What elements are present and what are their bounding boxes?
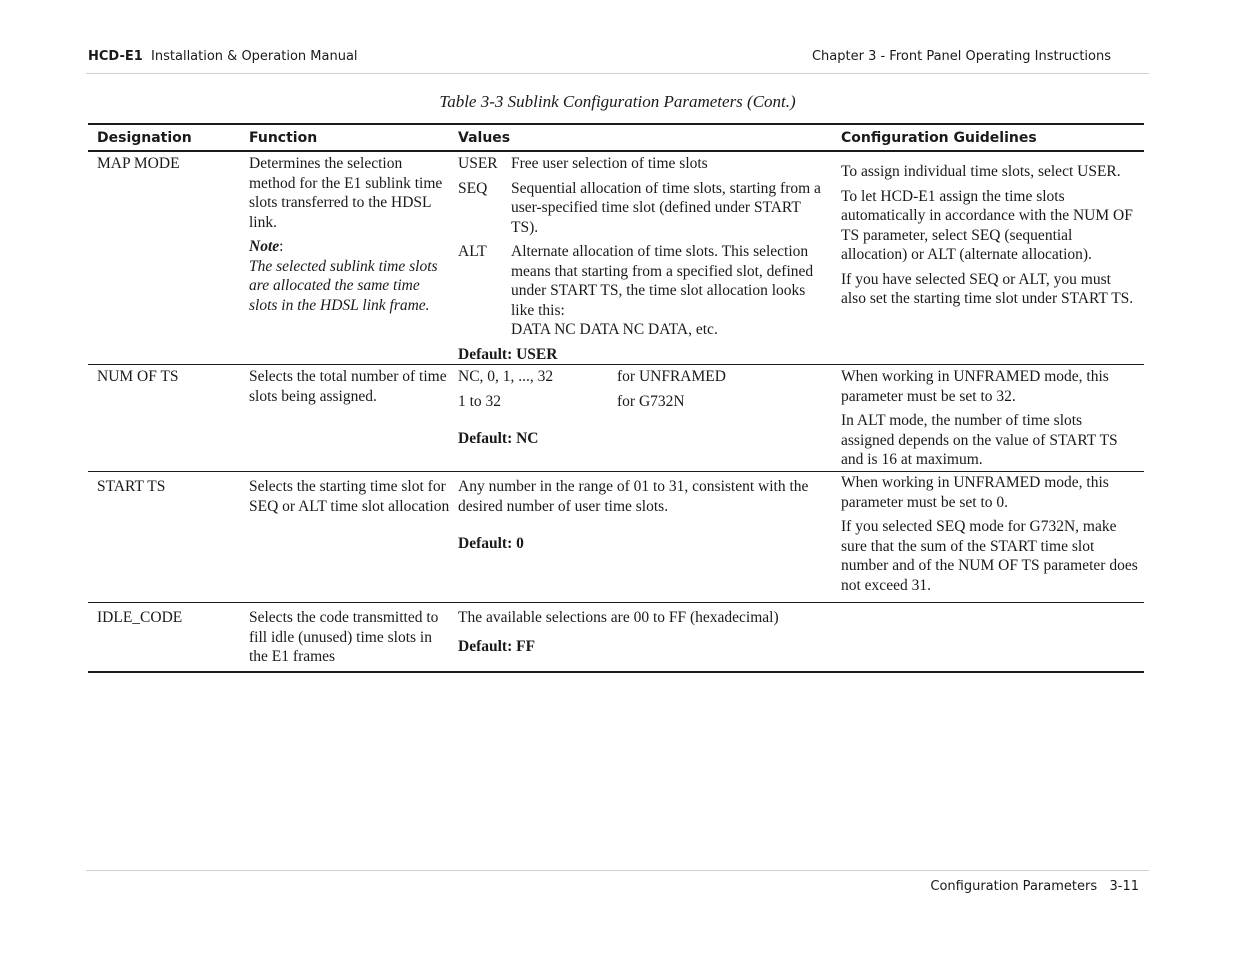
- col-header-designation: Designation: [88, 124, 240, 151]
- default-value: Default: FF: [458, 637, 536, 655]
- table-row-start-ts: [88, 472, 1144, 603]
- table-row-idle-code: [88, 603, 1144, 672]
- designation-cell: MAP MODE: [97, 155, 180, 172]
- col-header-function: Function: [240, 124, 458, 151]
- guideline-text: To let HCD-E1 assign the time slots automatically in accordance with the NUM OF TS parameter, select SEQ (sequential allocation) or ALT (alternate allocation).: [841, 187, 1133, 263]
- value-mode: for G732N: [617, 392, 685, 410]
- guideline-text: When working in UNFRAMED mode, this parameter must be set to 32.: [841, 368, 1109, 405]
- manual-title: Installation & Operation Manual: [151, 49, 358, 64]
- default-value: Default: NC: [458, 430, 539, 447]
- note-heading: [249, 237, 452, 257]
- note-text: The selected sublink time slots are allocated the same time slots in the HDSL link frame.: [249, 257, 438, 314]
- note-label: Note: [249, 238, 280, 255]
- designation-cell: NUM OF TS: [97, 368, 179, 385]
- guideline-text: If you selected SEQ mode for G732N, make sure that the sum of the START time slot number and of the NUM OF TS parameter does not exceed 31.: [841, 518, 1138, 594]
- function-text: Selects the total number of time slots being assigned.: [249, 368, 447, 405]
- value-range-row: [458, 367, 826, 387]
- value-mode: for UNFRAMED: [617, 368, 726, 385]
- function-text: Selects the code transmitted to fill idle (unused) time slots in the E1 frames: [249, 609, 439, 665]
- value-range-row: [458, 392, 826, 412]
- value-option-user: [458, 154, 826, 174]
- table-header-row: [88, 124, 1144, 151]
- value-desc: Free user selection of time slots: [511, 155, 708, 172]
- guideline-text: In ALT mode, the number of time slots assigned depends on the value of START TS and is 16 at maximum.: [841, 412, 1118, 468]
- values-text: The available selections are 00 to FF (hexadecimal): [458, 609, 779, 626]
- guideline-text: To assign individual time slots, select USER.: [841, 163, 1121, 180]
- function-text: Selects the starting time slot for SEQ or ALT time slot allocation: [249, 478, 450, 515]
- value-key: USER: [458, 155, 498, 172]
- default-value: Default: USER: [458, 345, 558, 363]
- function-text: Determines the selection method for the E1 sublink time slots transferred to the HDSL link.: [249, 155, 443, 231]
- col-header-values: Values: [458, 124, 832, 151]
- table-caption: Table 3-3 Sublink Configuration Parameters (Cont.): [439, 92, 796, 111]
- value-key: SEQ: [458, 179, 488, 197]
- value-key: ALT: [458, 243, 487, 260]
- header-rule: [86, 73, 1149, 74]
- sublink-parameters-table: [88, 123, 1144, 673]
- value-option-alt: [458, 242, 826, 320]
- values-text: Any number in the range of 01 to 31, consistent with the desired number of user time slots.: [458, 478, 809, 515]
- value-range: 1 to 32: [458, 392, 502, 410]
- value-range: NC, 0, 1, ..., 32: [458, 368, 554, 385]
- guideline-text: If you have selected SEQ or ALT, you must also set the starting time slot under START TS.: [841, 270, 1134, 307]
- value-desc: Sequential allocation of time slots, starting from a user-specified time slot (defined under START TS).: [511, 179, 821, 236]
- running-header-left: [88, 49, 358, 64]
- designation-cell: START TS: [97, 478, 166, 495]
- alt-example: DATA NC DATA NC DATA, etc.: [511, 321, 718, 338]
- running-footer: Configuration Parameters 3-11: [930, 879, 1139, 894]
- running-header-chapter: Chapter 3 - Front Panel Operating Instructions: [811, 49, 1111, 64]
- value-option-seq: [458, 179, 826, 238]
- designation-cell: IDLE_CODE: [97, 609, 183, 626]
- table-row-num-of-ts: [88, 365, 1144, 472]
- note-colon: :: [279, 238, 284, 255]
- default-value: Default: 0: [458, 535, 524, 552]
- footer-rule: [86, 870, 1149, 871]
- product-name: HCD-E1: [88, 49, 143, 64]
- col-header-guidelines: Configuration Guidelines: [832, 124, 1144, 151]
- table-row-map-mode: [88, 151, 1144, 365]
- alt-example-row: [458, 320, 826, 340]
- value-desc: Alternate allocation of time slots. This selection means that starting from a specified slot, defined under START TS, the time slot allocation looks like this:: [511, 243, 814, 319]
- guideline-empty-cell: [832, 603, 1144, 672]
- guideline-text: When working in UNFRAMED mode, this parameter must be set to 0.: [841, 474, 1109, 511]
